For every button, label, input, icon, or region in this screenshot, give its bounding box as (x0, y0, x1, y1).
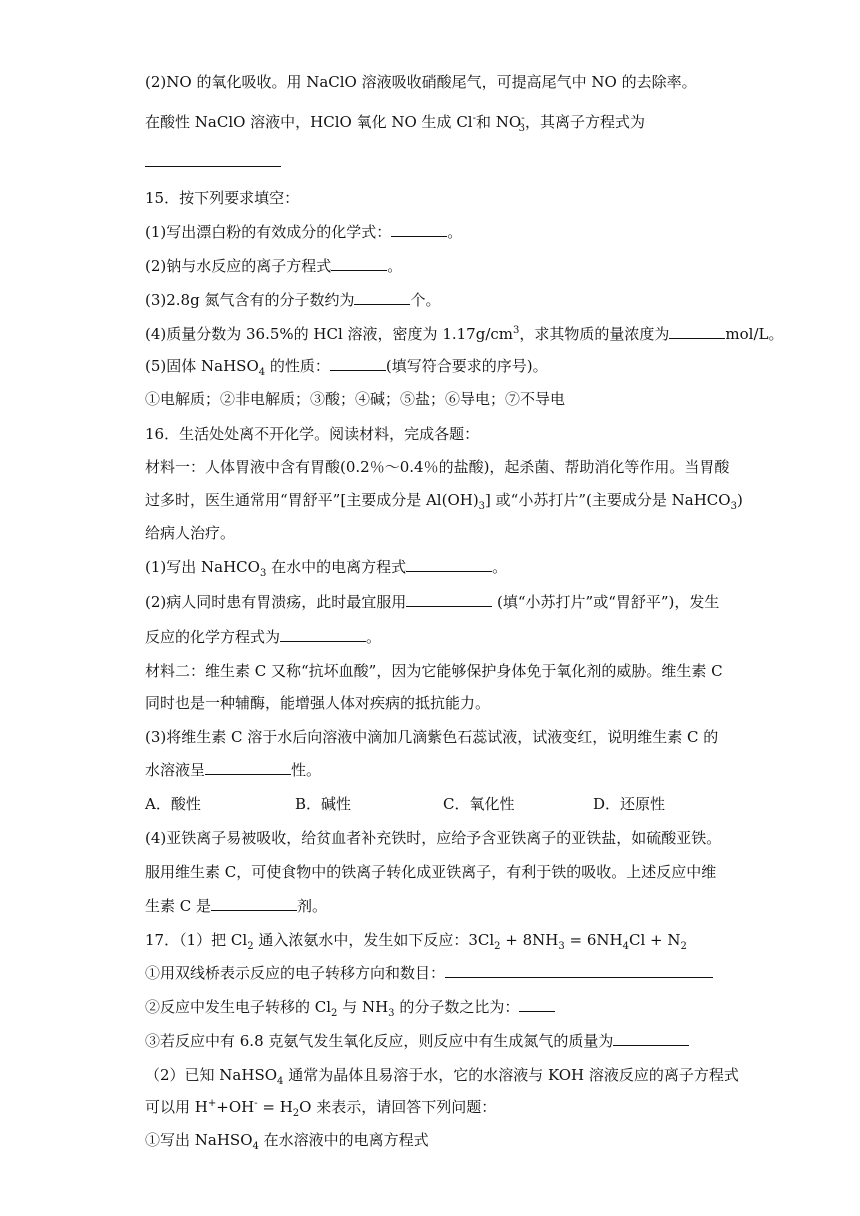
q17-sub3: ③若反应中有 6.8 克氨气发生氧化反应，则反应中有生成氮气的质量为 (145, 1031, 689, 1051)
q16-part4-line3: 生素 C 是 剂。 (145, 897, 328, 915)
q15-part5: (5)固体 NaHSO$_4$ 的性质： (填写符合要求的序号)。 (145, 357, 548, 378)
q16-part2-blank2[interactable] (280, 627, 366, 642)
q16-header: 16．生活处处离不开化学。阅读材料，完成各题： (145, 425, 480, 443)
q14-part2-title: (2)NO 的氧化吸收。用 NaClO 溶液吸收硝酸尾气，可提高尾气中 NO 的去除率。 (145, 73, 697, 91)
q16-material2-line1: 材料二：维生素 C 又称“抗坏血酸”，因为它能够保护身体免于氧化剂的威胁。维生素 C (145, 662, 723, 680)
option-c[interactable]: C．氧化性 (443, 795, 515, 813)
q16-part2-line2: 反应的化学方程式为 。 (145, 628, 382, 646)
q16-part4-line2: 服用维生素 C，可使食物中的铁离子转化成亚铁离子，有利于铁的吸收。上述反应中维 (145, 863, 717, 881)
q17-header: 17．（1）把 $Cl_2$ 通入浓氨水中，发生如下反应：$3Cl_2 + 8NH_3 = 6NH_4Cl + N_2$ (145, 931, 687, 952)
q16-part3-line1: (3)将维生素 C 溶于水后向溶液中滴加几滴紫色石蕊试液，试液变红，说明维生素 C 的 (145, 728, 719, 746)
q15-part2: (2)钠与水反应的离子方程式 。 (145, 257, 403, 275)
q17-sub1-blank[interactable] (445, 963, 713, 978)
q17-part2-line2: 可以用 $H^++OH^- = H_2O$ 来表示，请回答下列问题： (145, 1098, 497, 1119)
q15-part5-blank[interactable] (330, 356, 386, 371)
option-b[interactable]: B．碱性 (295, 795, 352, 813)
q16-material1-line2: 过多时，医生通常用“胃舒平”[主要成分是 $Al(OH)_3$] 或“小苏打片”(主要成分是 NaHCO$_3$) (145, 491, 743, 512)
q17-part2-line1: （2）已知 NaHSO$_4$ 通常为晶体且易溶于水，它的水溶液与 KOH 溶液反应的离子方程式 (145, 1066, 739, 1087)
q17-sub3-blank[interactable] (613, 1031, 689, 1046)
q16-part2-line1: (2)病人同时患有胃溃疡，此时最宜服用 (填“小苏打片”或“胃舒平”)，发生 (145, 593, 720, 611)
q16-part4-blank[interactable] (211, 896, 297, 911)
q16-material1-line3: 给病人治疗。 (145, 524, 236, 542)
q16-part1: (1)写出 NaHCO$_3$ 在水中的电离方程式 。 (145, 558, 508, 579)
q15-choices: ①电解质；②非电解质；③酸；④碱；⑤盐；⑥导电；⑦不导电 (145, 390, 566, 408)
q15-part2-blank[interactable] (331, 256, 387, 271)
q15-part4: (4)质量分数为 36.5%的 HCl 溶液，密度为 $1.17g/cm^3$，求其物质的量浓度为 mol/L。 (145, 325, 784, 343)
option-d[interactable]: D．还原性 (593, 795, 666, 813)
option-a[interactable]: A．酸性 (145, 795, 201, 813)
q17-part2-sub1: ①写出 NaHSO$_4$ 在水溶液中的电离方程式 (145, 1131, 429, 1152)
q16-part2-blank1[interactable] (406, 592, 492, 607)
q16-part3-options (145, 793, 745, 813)
q15-part4-blank[interactable] (669, 324, 725, 339)
q16-part4-line1: (4)亚铁离子易被吸收，给贫血者补充铁时，应给予含亚铁离子的亚铁盐，如硫酸亚铁。 (145, 829, 722, 847)
q16-part3-line2: 水溶液呈 性。 (145, 761, 322, 779)
q16-part3-blank[interactable] (205, 760, 291, 775)
q15-part1: (1)写出漂白粉的有效成分的化学式： 。 (145, 223, 463, 241)
q15-part3: (3)2.8g 氮气含有的分子数约为 个。 (145, 291, 441, 309)
q17-sub1: ①用双线桥表示反应的电子转移方向和数目： (145, 963, 713, 983)
q16-material1-line1: 材料一：人体胃液中含有胃酸(0.2％～0.4％的盐酸)，起杀菌、帮助消化等作用。当胃酸 (145, 458, 730, 476)
q17-sub2-blank[interactable] (519, 997, 555, 1012)
q15-part3-blank[interactable] (354, 290, 410, 305)
q15-header: 15．按下列要求填空： (145, 189, 300, 207)
q14-answer-line[interactable] (145, 152, 281, 172)
q16-part1-blank[interactable] (406, 557, 492, 572)
q17-sub2: ②反应中发生电子转移的 $Cl_2$ 与 $NH_3$ 的分子数之比为： (145, 997, 555, 1017)
q14-part2-text: 在酸性 NaClO 溶液中，HClO 氧化 NO 生成 Cl-和 $NO^-_3$，其离子方程式为 (145, 113, 645, 134)
q16-material2-line2: 同时也是一种辅酶，能增强人体对疾病的抵抗能力。 (145, 694, 491, 712)
q15-part1-blank[interactable] (391, 222, 447, 237)
